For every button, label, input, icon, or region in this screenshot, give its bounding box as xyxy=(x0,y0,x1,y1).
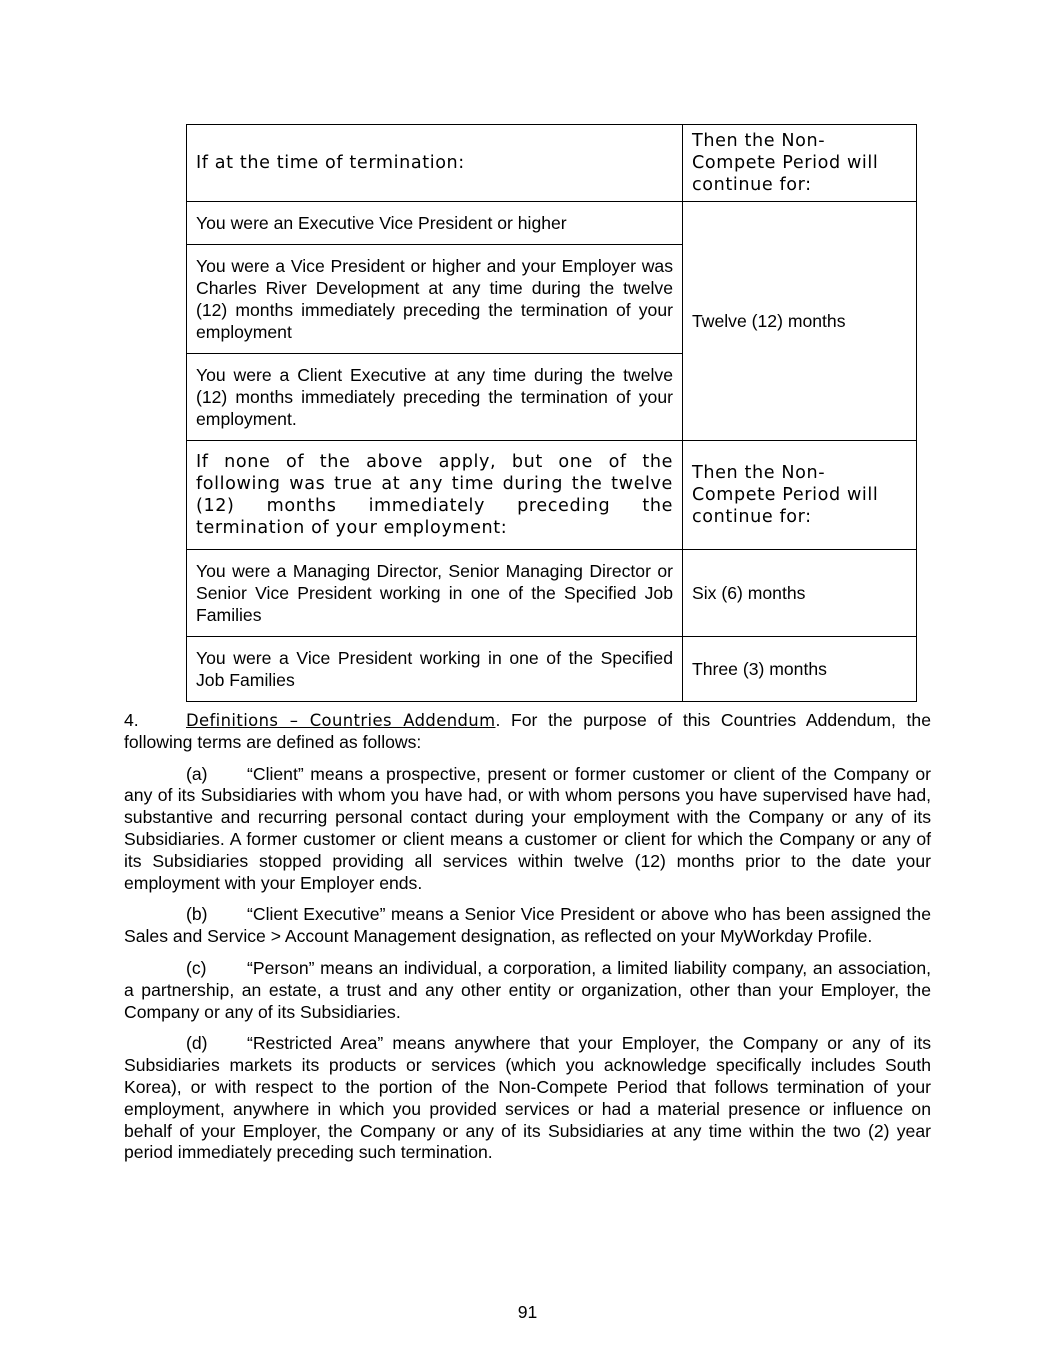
condition-cell: You were a Vice President or higher and your Employer was Charles River Development at any time during the twelve (12) months immediately preceding the termination of your employment xyxy=(187,245,683,354)
definition-text: “Person” means an individual, a corporation, a limited liability company, an association, a partnership, an estate, a trust and any other entity or organization, other than your Employer, the Company or any of its Subsidiaries. xyxy=(124,957,931,1022)
condition-cell: You were a Vice President working in one of the Specified Job Families xyxy=(187,637,683,702)
period-cell-three-months: Three (3) months xyxy=(683,637,917,702)
definitions-section xyxy=(124,710,931,1174)
section-intro: . For the purpose of this Countries Addendum, the following terms are defined as follows: xyxy=(124,710,931,752)
definition-label: (d) xyxy=(186,1033,208,1054)
condition-cell: You were an Executive Vice President or higher xyxy=(187,202,683,245)
header-period-cell: Then the Non-Compete Period will continue for: xyxy=(683,125,917,202)
table-row xyxy=(187,202,917,245)
table-row xyxy=(187,637,917,702)
table-subheader-row xyxy=(187,441,917,550)
definition-item xyxy=(124,958,931,1023)
definition-label: (c) xyxy=(186,957,207,978)
page-number: 91 xyxy=(517,1302,538,1322)
definition-text: “Client” means a prospective, present or former customer or client of the Company or any of its Subsidiaries with whom you have had, or with whom persons you have supervised have had, substantive and recurring personal contact during your employment with the Company or any of its Subsidiaries. A former customer or client means a customer or client for which the Company or any of its Subsidiaries stopped providing all services within twelve (12) months prior to the date your employment with your Employer ends. xyxy=(124,763,931,893)
section-number: 4. xyxy=(124,710,139,730)
subheader-period-cell: Then the Non-Compete Period will continue for: xyxy=(683,441,917,550)
definition-item xyxy=(124,1033,931,1164)
header-condition-cell: If at the time of termination: xyxy=(187,125,683,202)
section-heading-paragraph xyxy=(124,710,931,754)
definition-item xyxy=(124,764,931,895)
subheader-condition-cell: If none of the above apply, but one of the following was true at any time during the twelve (12) months immediately preceding the termination of your employment: xyxy=(187,441,683,550)
table-row xyxy=(187,550,917,637)
definition-item xyxy=(124,904,931,948)
table-header-row xyxy=(187,125,917,202)
section-title: Definitions – Countries Addendum xyxy=(186,711,496,730)
definition-text: “Restricted Area” means anywhere that your Employer, the Company or any of its Subsidiaries markets its products or services (which you acknowledge specifically includes South Korea), or with respect to the portion of the Non-Compete Period that follows termination of your employment, anywhere in which you provided services or had a material presence or influence on behalf of your Employer, the Company or any of its Subsidiaries at any time within the two (2) year period immediately preceding such termination. xyxy=(124,1033,931,1163)
non-compete-table xyxy=(186,124,917,702)
period-cell-six-months: Six (6) months xyxy=(683,550,917,637)
condition-cell: You were a Client Executive at any time during the twelve (12) months immediately preceding the termination of your employment. xyxy=(187,354,683,441)
condition-cell: You were a Managing Director, Senior Managing Director or Senior Vice President working in one of the Specified Job Families xyxy=(187,550,683,637)
period-cell-twelve-months: Twelve (12) months xyxy=(683,202,917,441)
definition-label: (b) xyxy=(186,904,208,925)
definition-text: “Client Executive” means a Senior Vice President or above who has been assigned the Sales and Service > Account Management designation, as reflected on your MyWorkday Profile. xyxy=(124,904,931,947)
definition-label: (a) xyxy=(186,763,208,784)
